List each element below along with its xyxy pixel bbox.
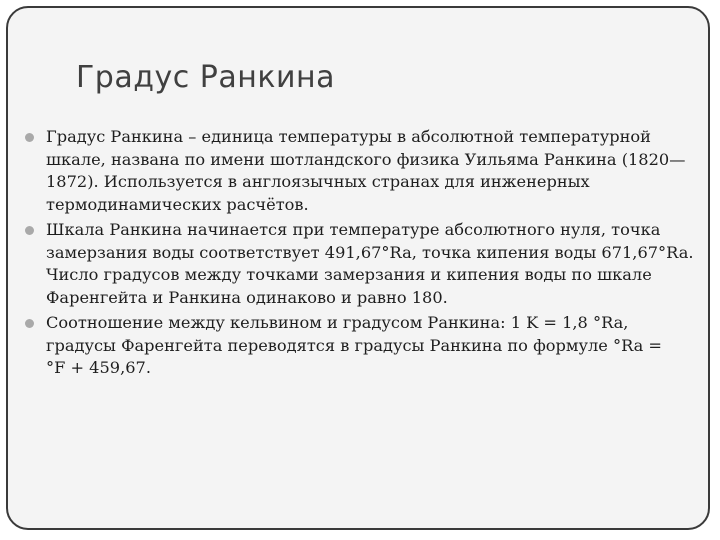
bullet-item bbox=[46, 219, 701, 309]
bullet-list bbox=[46, 126, 696, 383]
circle-bullet-icon bbox=[25, 226, 34, 235]
circle-bullet-icon bbox=[25, 319, 34, 328]
bullet-text: Шкала Ранкина начинается при температуре абсолютного нуля, точка замерзания воды соответствует 491,67°Ra, точка кипения воды 671,67°Ra. Число градусов между точками замерзания и кипения воды по шкале Фаренгейта и Ранкина одинаково и равно 180. bbox=[46, 220, 694, 307]
bullet-item bbox=[46, 126, 696, 216]
bullet-text: Соотношение между кельвином и градусом Ранкина: 1 K = 1,8 °Ra, градусы Фаренгейта переводятся в градусы Ранкина по формуле °Ra = °F + 459,67. bbox=[46, 313, 662, 377]
circle-bullet-icon bbox=[25, 133, 34, 142]
bullet-text: Градус Ранкина – единица температуры в абсолютной температурной шкале, названа по имени шотландского физика Уильяма Ранкина (1820—1872). Используется в англоязычных странах для инженерных термодинамических расчётов. bbox=[46, 127, 686, 214]
bullet-item bbox=[46, 312, 666, 380]
slide-title: Градус Ранкина bbox=[76, 60, 335, 95]
slide-frame bbox=[6, 6, 710, 530]
